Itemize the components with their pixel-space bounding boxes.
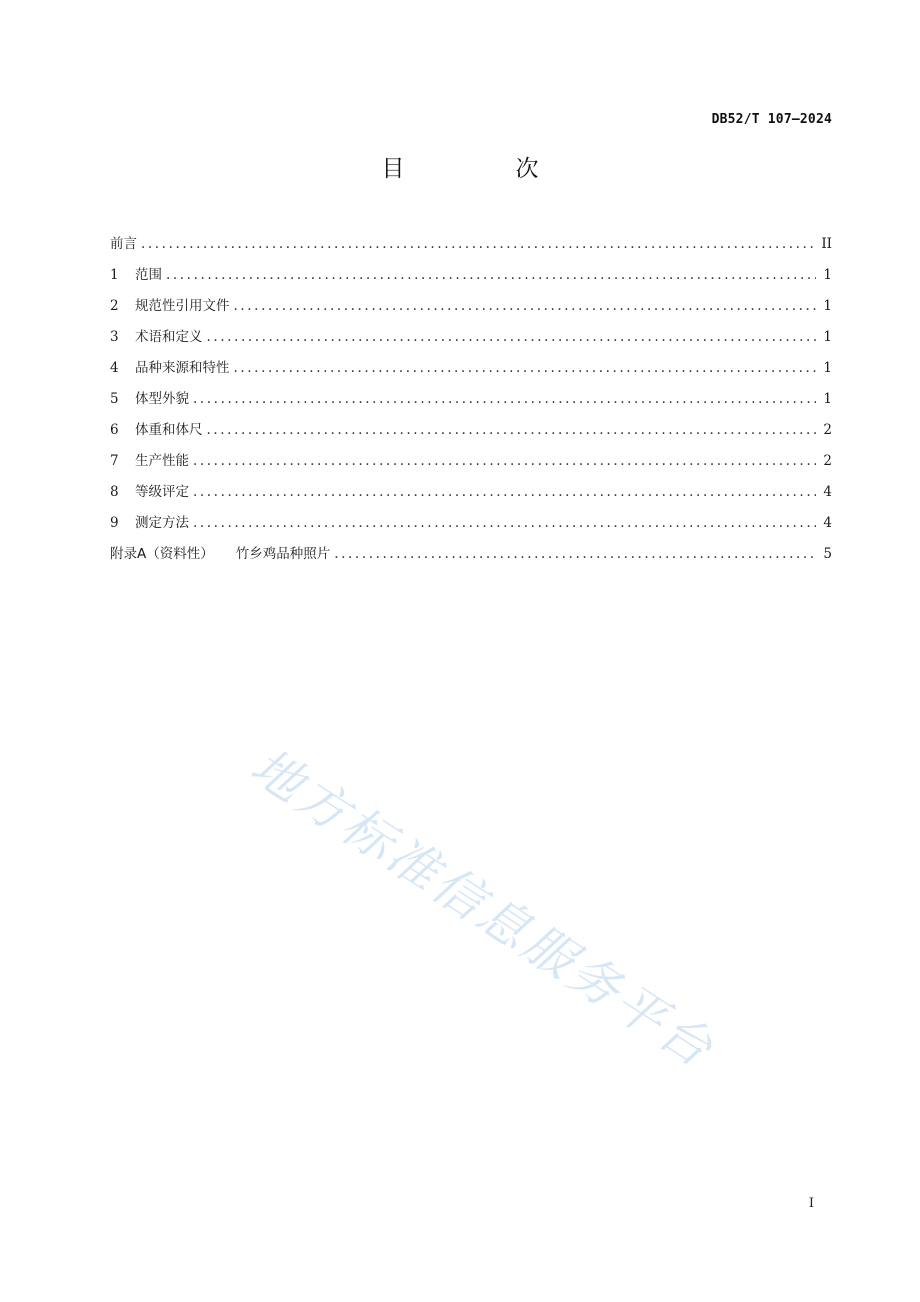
toc-entry-foreword[interactable]: [110, 232, 832, 263]
toc-entry-page: 4: [823, 484, 832, 500]
toc-entry-label: 术语和定义: [135, 329, 203, 345]
toc-entry-page: 1: [823, 360, 832, 376]
toc-entry-number: 9: [110, 515, 119, 531]
toc-entry-page: 4: [823, 515, 832, 531]
toc-entry-label: 体型外貌: [135, 391, 189, 407]
toc-leader-dots: [234, 360, 817, 376]
page-title: 目 次: [381, 156, 583, 182]
toc-entry-number: 5: [110, 391, 119, 407]
toc-entry-number: 7: [110, 453, 119, 469]
toc-leader-dots: [207, 422, 817, 438]
toc-leader-dots: [334, 546, 816, 562]
toc-leader-dots: [166, 267, 816, 283]
toc-entry-6[interactable]: [110, 418, 832, 449]
toc-entry-label: 等级评定: [135, 484, 189, 500]
appendix-title: 竹乡鸡品种照片: [235, 546, 331, 562]
toc-entry-number: 3: [110, 329, 119, 345]
standard-code: DB52/T 107—2024: [711, 112, 832, 127]
toc-entry-appendix-a[interactable]: [110, 542, 832, 573]
toc-entry-page: 2: [823, 453, 832, 469]
toc-entry-7[interactable]: [110, 449, 832, 480]
toc-entry-page: 1: [823, 298, 832, 314]
toc-entry-number: 1: [110, 267, 119, 283]
toc-entry-page: II: [821, 236, 832, 252]
toc-entry-5[interactable]: [110, 387, 832, 418]
toc-leader-dots: [193, 484, 816, 500]
table-of-contents: [110, 232, 832, 573]
toc-entry-label: 体重和体尺: [135, 422, 203, 438]
toc-leader-dots: [193, 391, 816, 407]
toc-entry-9[interactable]: [110, 511, 832, 542]
toc-leader-dots: [234, 298, 817, 314]
page-number: I: [808, 1196, 814, 1211]
toc-entry-2[interactable]: [110, 294, 832, 325]
watermark-text: 地方标准信息服务平台: [240, 736, 726, 1080]
toc-entry-number: 8: [110, 484, 119, 500]
toc-entry-number: 2: [110, 298, 119, 314]
toc-entry-label: 生产性能: [135, 453, 189, 469]
toc-leader-dots: [193, 515, 816, 531]
toc-entry-label: 品种来源和特性: [135, 360, 230, 376]
toc-entry-4[interactable]: [110, 356, 832, 387]
toc-leader-dots: [193, 453, 816, 469]
toc-leader-dots: [141, 236, 815, 252]
toc-entry-label: 前言: [110, 236, 137, 252]
toc-entry-page: 5: [823, 546, 832, 562]
toc-entry-label: 测定方法: [135, 515, 189, 531]
toc-entry-label: 范围: [135, 267, 162, 283]
toc-entry-8[interactable]: [110, 480, 832, 511]
toc-entry-page: 1: [823, 391, 832, 407]
appendix-label: 附录A（资料性）: [110, 546, 214, 562]
toc-entry-number: 6: [110, 422, 119, 438]
toc-entry-label: 规范性引用文件: [135, 298, 230, 314]
toc-entry-page: 1: [823, 267, 832, 283]
toc-entry-page: 2: [823, 422, 832, 438]
toc-entry-3[interactable]: [110, 325, 832, 356]
toc-entry-1[interactable]: [110, 263, 832, 294]
toc-entry-label: [110, 542, 330, 562]
toc-leader-dots: [207, 329, 817, 345]
toc-entry-number: 4: [110, 360, 119, 376]
toc-entry-page: 1: [823, 329, 832, 345]
